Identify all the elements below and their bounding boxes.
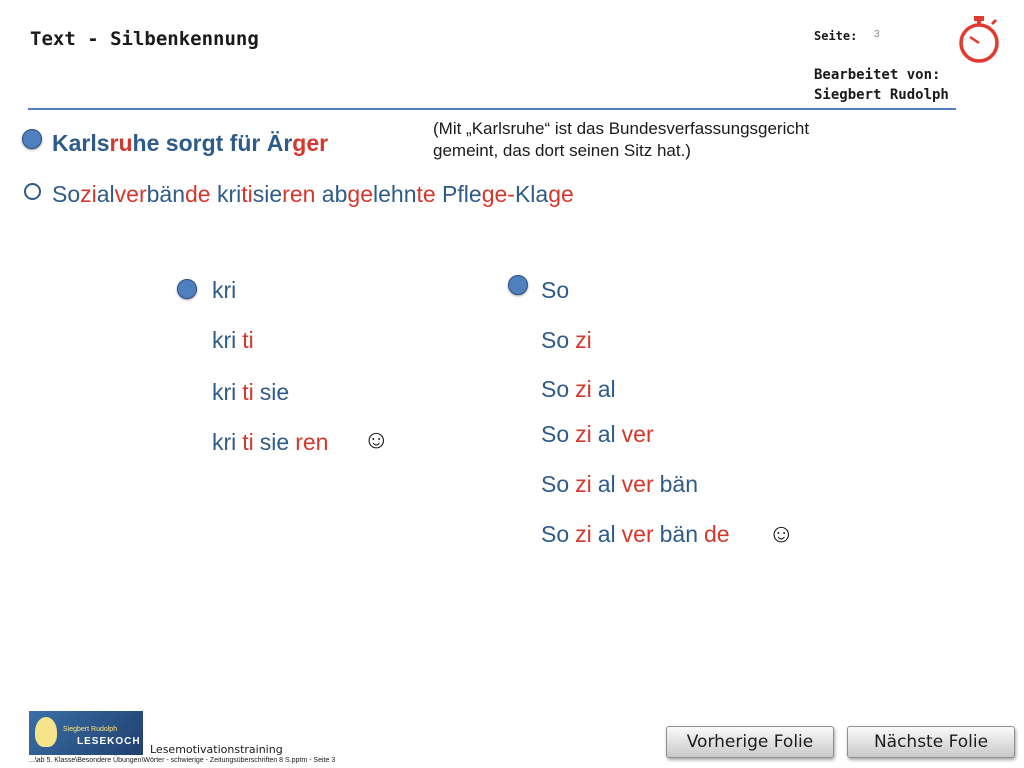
headline-syllable: he sorgt für Är — [132, 130, 293, 156]
next-slide-button[interactable]: Nächste Folie — [847, 726, 1015, 758]
explanation-note — [433, 118, 809, 162]
syllable: bän — [659, 471, 698, 497]
headline-2 — [52, 181, 574, 208]
syllable: al — [597, 421, 616, 447]
syllable-row — [541, 521, 736, 548]
headline-syllable: ge- — [481, 181, 515, 207]
headline-syllable: sie — [252, 181, 283, 207]
syllable-row — [541, 471, 704, 498]
syllable-row — [541, 277, 575, 304]
syllable-row — [541, 376, 622, 403]
syllable: kri — [212, 327, 237, 353]
logo-image — [29, 711, 143, 755]
syllable: al — [597, 521, 616, 547]
headline-syllable: te — [416, 181, 436, 207]
syllable: kri — [212, 277, 237, 303]
syllable: zi — [575, 421, 592, 447]
syllable-row — [541, 327, 598, 354]
bullet-headline-1[interactable] — [22, 129, 42, 149]
syllable: So — [541, 521, 570, 547]
syllable: ren — [295, 429, 329, 455]
headline-syllable: Pfle — [435, 181, 482, 207]
syllable: sie — [259, 379, 290, 405]
syllable-row — [212, 277, 242, 304]
syllable: zi — [575, 521, 592, 547]
syllable: zi — [575, 376, 592, 402]
bullet-right-column[interactable] — [508, 275, 528, 295]
syllable: al — [597, 376, 616, 402]
page-title: Text - Silbenkennung — [30, 28, 259, 50]
note-line-1: (Mit „Karlsruhe“ ist das Bundesverfassungsgericht — [433, 119, 810, 138]
syllable: kri — [212, 429, 237, 455]
syllable: al — [597, 471, 616, 497]
syllable: de — [704, 521, 730, 547]
headline-syllable: ge — [548, 181, 574, 207]
logo-text-1: Siegbert Rudolph — [63, 726, 118, 733]
headline-syllable: lehn — [373, 181, 417, 207]
syllable: So — [541, 471, 570, 497]
page-label: Seite: — [814, 29, 858, 43]
syllable: bän — [659, 521, 698, 547]
syllable: ti — [242, 379, 254, 405]
syllable: zi — [575, 327, 592, 353]
headline-1 — [52, 130, 328, 157]
logo-text-2: LESEKOCH — [77, 736, 141, 747]
logo-bulb-icon — [35, 717, 57, 747]
syllable: So — [541, 327, 570, 353]
syllable-row — [541, 421, 660, 448]
headline-syllable: ru — [109, 130, 133, 156]
headline-syllable: ren — [282, 181, 316, 207]
previous-slide-button[interactable]: Vorherige Folie — [666, 726, 834, 758]
editor-name: Siegbert Rudolph — [814, 87, 949, 103]
header-rule — [28, 108, 956, 110]
syllable: ver — [621, 521, 654, 547]
syllable: ti — [242, 327, 254, 353]
headline-syllable: al — [96, 181, 115, 207]
syllable: So — [541, 277, 570, 303]
syllable: sie — [259, 429, 290, 455]
syllable-row — [212, 379, 295, 406]
note-line-2: gemeint, das dort seinen Sitz hat.) — [433, 141, 691, 160]
bullet-left-column[interactable] — [177, 279, 197, 299]
syllable: So — [541, 376, 570, 402]
syllable: kri — [212, 379, 237, 405]
syllable-row — [212, 429, 334, 456]
headline-syllable: kri — [210, 181, 242, 207]
stopwatch-icon[interactable] — [956, 14, 1002, 64]
headline-syllable: Kla — [514, 181, 549, 207]
syllable: ver — [621, 471, 654, 497]
syllable: zi — [575, 471, 592, 497]
headline-syllable: de — [185, 181, 211, 207]
syllable: ti — [242, 429, 254, 455]
headline-syllable: ti — [241, 181, 253, 207]
syllable-row — [212, 327, 260, 354]
headline-syllable: So — [52, 181, 81, 207]
headline-syllable: ver — [114, 181, 147, 207]
smiley-icon: ☺ — [363, 424, 390, 454]
headline-syllable: bän — [146, 181, 185, 207]
edited-by-label: Bearbeitet von: — [814, 67, 941, 83]
headline-syllable: zi — [80, 181, 97, 207]
page-number: 3 — [874, 29, 880, 40]
headline-syllable: ger — [292, 130, 329, 156]
headline-syllable: Karls — [52, 130, 110, 156]
headline-syllable: ab — [315, 181, 348, 207]
syllable: So — [541, 421, 570, 447]
program-name: Lesemotivationstraining — [150, 743, 283, 756]
headline-syllable: ge — [347, 181, 373, 207]
syllable: ver — [621, 421, 654, 447]
bullet-headline-2[interactable] — [24, 183, 41, 200]
smiley-icon: ☺ — [768, 518, 795, 548]
file-path: ...\ab 5. Klasse\Besondere Übungen\Wörter - schwierige - Zeitungsüberschriften 8 S.pptm - Seite 3 — [29, 757, 336, 764]
